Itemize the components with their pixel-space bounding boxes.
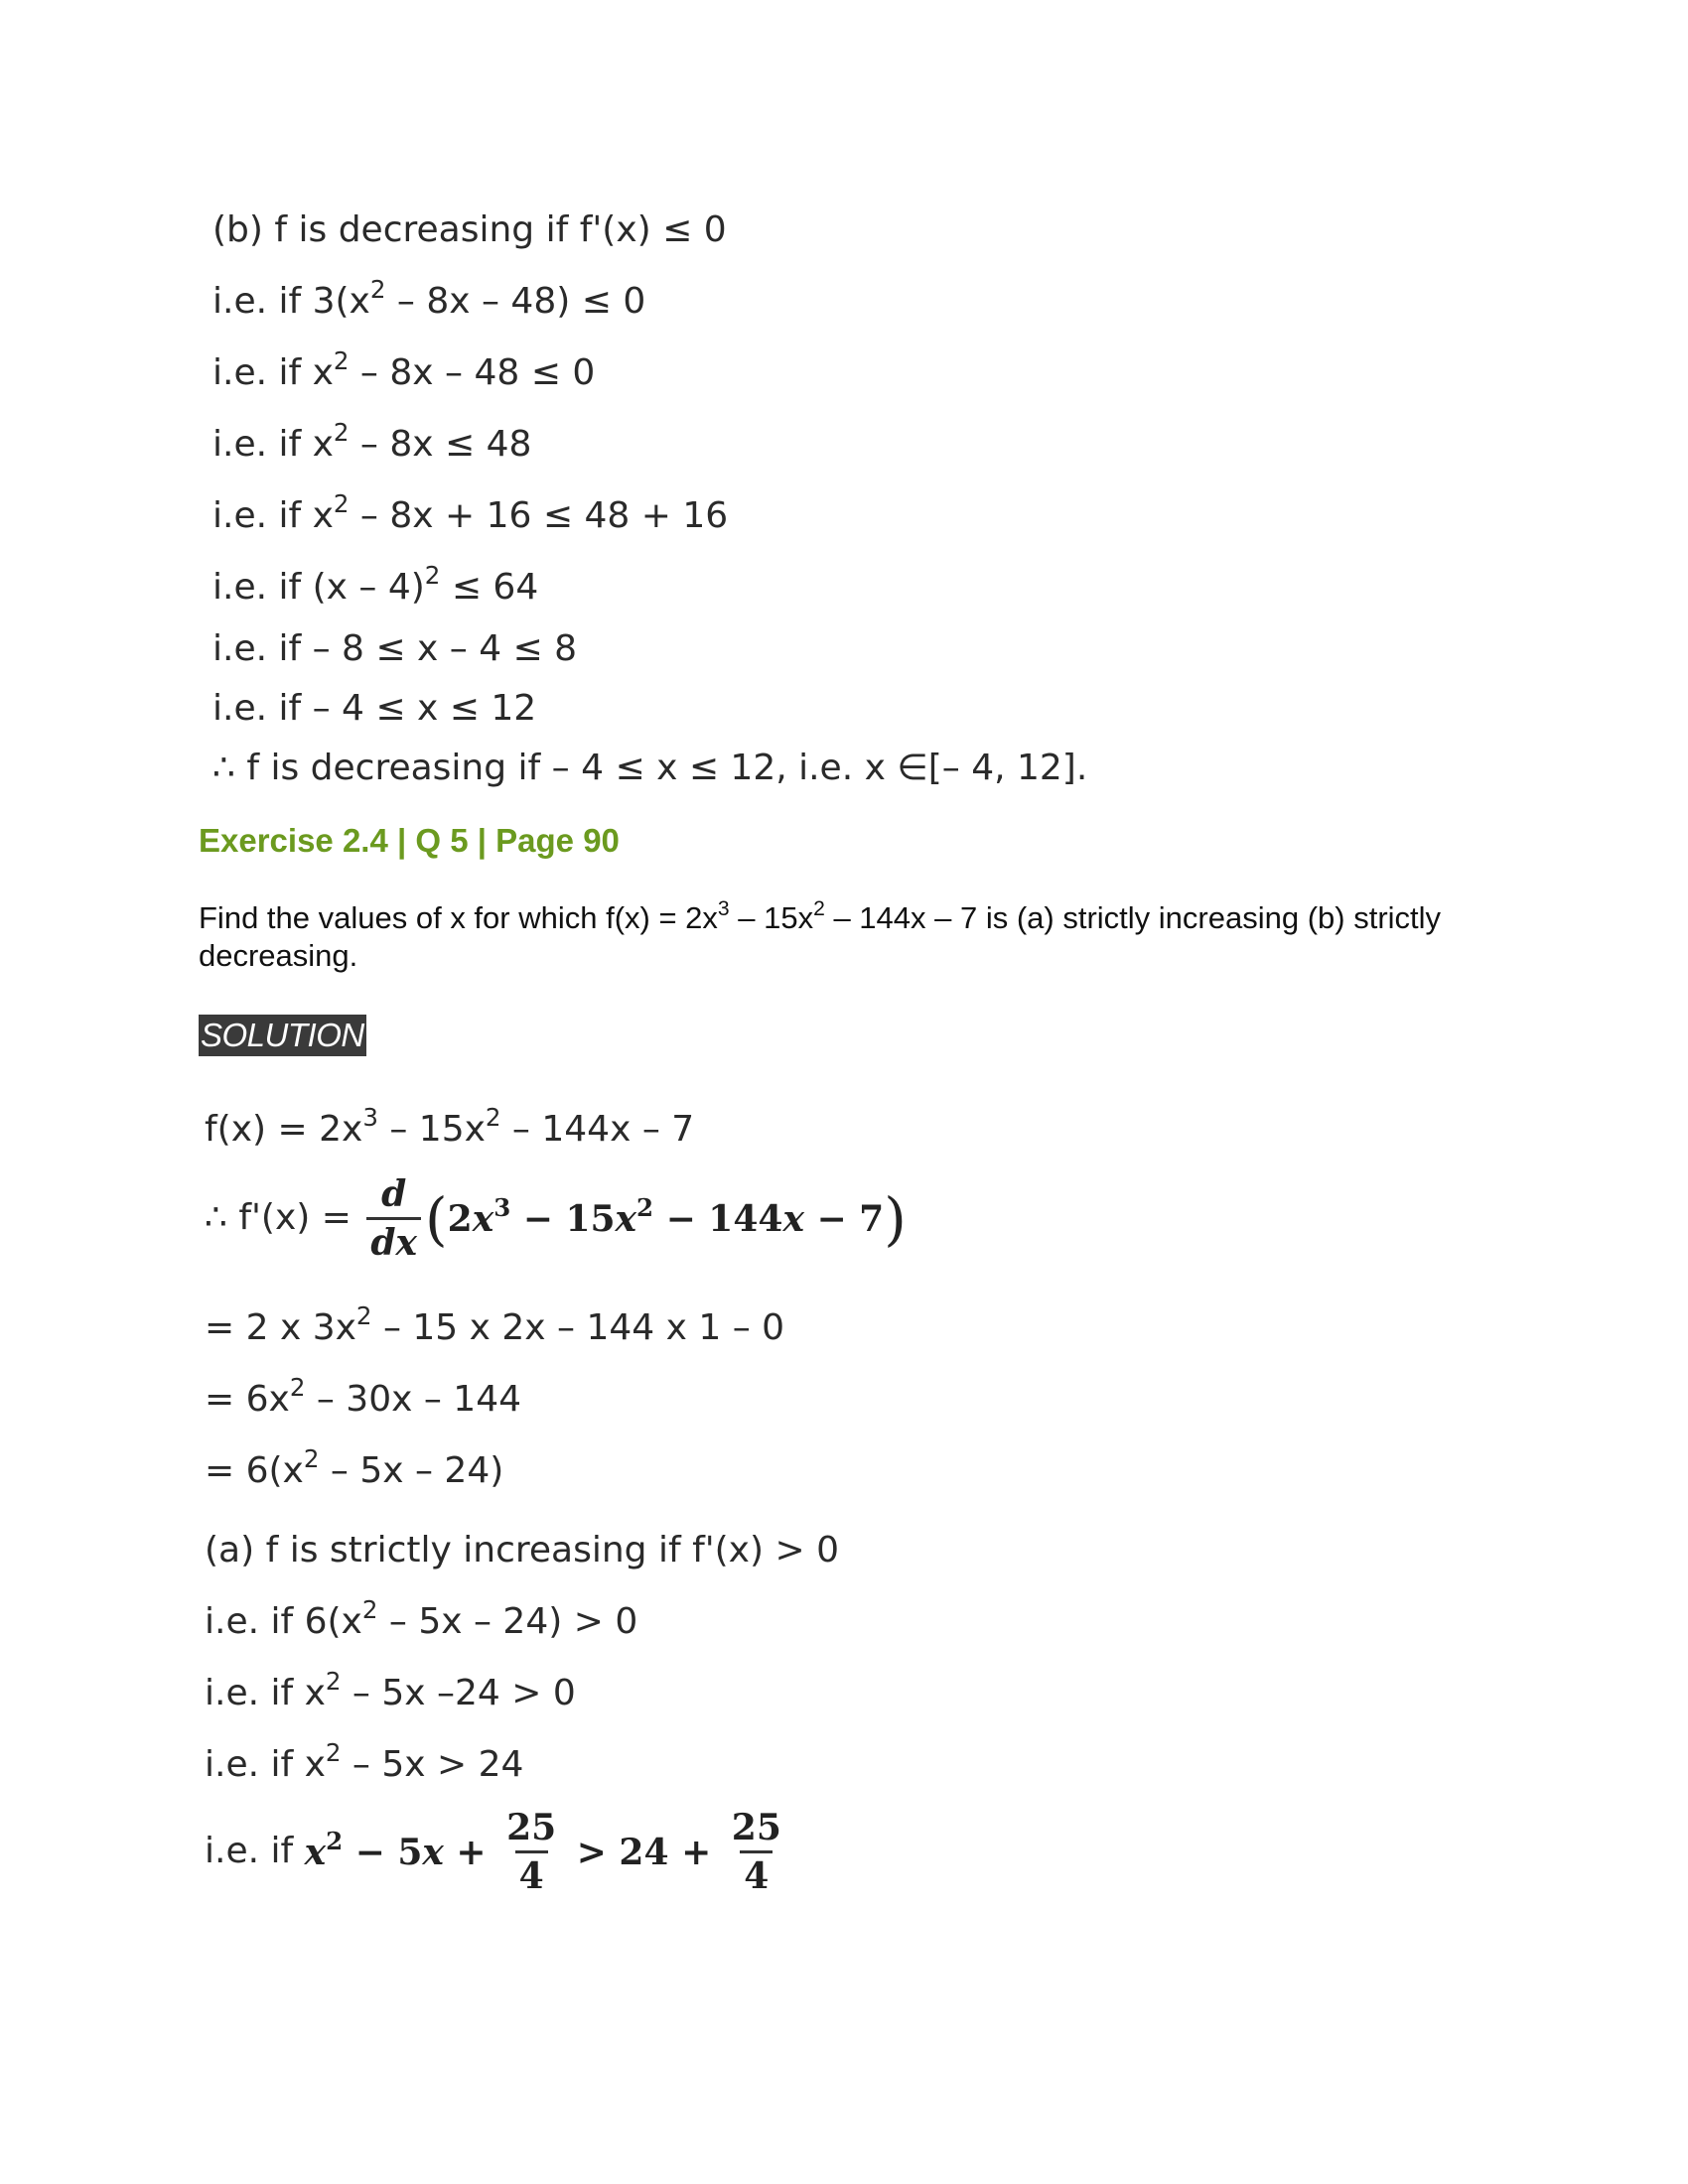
solution-line-9 bbox=[205, 1737, 524, 1787]
text: Find the values of x for which f(x) = 2x bbox=[199, 900, 718, 935]
derivative-expression bbox=[362, 1173, 907, 1264]
text: – 15 x 2x – 144 x 1 – 0 bbox=[371, 1307, 785, 1348]
solution-line-3 bbox=[205, 1300, 785, 1350]
part-b-line-8 bbox=[212, 687, 536, 731]
exponent: 2 bbox=[636, 1192, 654, 1222]
fraction-25-over-4 bbox=[728, 1807, 785, 1897]
exponent: 2 bbox=[813, 896, 825, 920]
solution-line-6 bbox=[205, 1529, 839, 1572]
solution-derivative-line bbox=[205, 1173, 907, 1264]
text: = 6(x bbox=[205, 1450, 304, 1491]
text: – 144x – 7 is (a) strictly increasing (b) strictly decreasing. bbox=[199, 900, 1442, 973]
text: – 5x – 24) bbox=[319, 1450, 504, 1491]
text: − 7 bbox=[803, 1197, 885, 1240]
part-b-line-6 bbox=[212, 560, 539, 610]
text: f(x) = 2x bbox=[205, 1109, 363, 1150]
text: – 15x bbox=[377, 1109, 486, 1150]
text: – 5x > 24 bbox=[341, 1744, 524, 1785]
text: – 5x – 24) > 0 bbox=[377, 1601, 638, 1642]
text: – 8x + 16 ≤ 48 + 16 bbox=[349, 495, 729, 536]
solution-line-8 bbox=[205, 1666, 576, 1715]
exponent: 2 bbox=[333, 345, 350, 375]
text: – 30x – 144 bbox=[305, 1379, 522, 1420]
exponent: 2 bbox=[355, 1300, 372, 1330]
text: i.e. if x bbox=[212, 352, 334, 393]
text: – 15x bbox=[729, 900, 814, 935]
part-b-line-7 bbox=[212, 627, 577, 671]
text: ∴ f'(x) = bbox=[205, 1197, 363, 1238]
exponent: 2 bbox=[485, 1102, 501, 1132]
text: i.e. if x bbox=[205, 1744, 326, 1785]
text: ∴ f is decreasing if – 4 ≤ x ≤ 12, i.e. x ∈[– 4, 12]. bbox=[212, 748, 1088, 788]
exercise-heading[interactable]: Exercise 2.4 | Q 5 | Page 90 bbox=[199, 822, 620, 859]
variable: x bbox=[472, 1197, 494, 1240]
solution-line-5 bbox=[205, 1443, 504, 1493]
exponent: 2 bbox=[424, 560, 441, 590]
text: + bbox=[443, 1831, 499, 1873]
text: i.e. if 3(x bbox=[212, 281, 370, 322]
text: – 144x – 7 bbox=[500, 1109, 695, 1150]
variable: x bbox=[615, 1197, 637, 1240]
exponent: 2 bbox=[333, 417, 350, 447]
fraction-numerator: d bbox=[381, 1173, 407, 1215]
exponent: 2 bbox=[325, 1666, 342, 1696]
text: i.e. if (x – 4) bbox=[212, 567, 425, 608]
text: ≤ 64 bbox=[440, 567, 539, 608]
exponent: 3 bbox=[493, 1192, 511, 1222]
part-b-line-3 bbox=[212, 345, 596, 395]
text: i.e. if bbox=[205, 1831, 305, 1871]
exponent: 3 bbox=[717, 896, 730, 920]
fraction-25-over-4 bbox=[502, 1807, 560, 1897]
text: i.e. if x bbox=[212, 424, 334, 465]
solution-line-4 bbox=[205, 1372, 522, 1422]
fraction-denominator: 4 bbox=[740, 1850, 773, 1897]
text: i.e. if x bbox=[212, 495, 334, 536]
exponent: 2 bbox=[303, 1443, 320, 1473]
exponent: 3 bbox=[362, 1102, 378, 1132]
text: – 8x – 48) ≤ 0 bbox=[385, 281, 646, 322]
solution-line-1 bbox=[205, 1102, 695, 1152]
part-b-line-5 bbox=[212, 488, 729, 538]
fraction-denominator: dx bbox=[366, 1217, 421, 1264]
exponent: 2 bbox=[289, 1372, 306, 1402]
open-paren: ( bbox=[425, 1184, 448, 1253]
exponent: 2 bbox=[326, 1826, 344, 1855]
part-b-line-4 bbox=[212, 417, 532, 467]
text: – 8x – 48 ≤ 0 bbox=[349, 352, 596, 393]
text: i.e. if – 4 ≤ x ≤ 12 bbox=[212, 688, 537, 729]
text: i.e. if – 8 ≤ x – 4 ≤ 8 bbox=[212, 628, 578, 669]
text: 2 bbox=[447, 1197, 473, 1240]
text: − 144 bbox=[653, 1197, 783, 1240]
variable: x bbox=[782, 1197, 804, 1240]
exponent: 2 bbox=[325, 1737, 342, 1767]
exponent: 2 bbox=[361, 1594, 378, 1624]
fraction-numerator: 25 bbox=[731, 1807, 781, 1848]
completing-square-expression bbox=[304, 1807, 789, 1897]
text: (a) f is strictly increasing if f'(x) > 0 bbox=[205, 1530, 839, 1570]
text: − 15 bbox=[510, 1197, 616, 1240]
d-dx-fraction bbox=[366, 1173, 421, 1264]
solution-line-10 bbox=[205, 1807, 789, 1897]
part-b-line-1 bbox=[212, 208, 727, 252]
text: – 8x ≤ 48 bbox=[349, 424, 532, 465]
text: = 6x bbox=[205, 1379, 290, 1420]
solution-label[interactable]: SOLUTION bbox=[199, 1015, 366, 1056]
part-b-line-2 bbox=[212, 274, 646, 324]
fraction-numerator: 25 bbox=[506, 1807, 557, 1848]
text: − 5 bbox=[343, 1831, 423, 1873]
fraction-denominator: 4 bbox=[515, 1850, 548, 1897]
solution-line-7 bbox=[205, 1594, 638, 1644]
text: i.e. if x bbox=[205, 1673, 326, 1713]
text: – 5x –24 > 0 bbox=[341, 1673, 576, 1713]
text: (b) f is decreasing if f'(x) ≤ 0 bbox=[212, 209, 727, 250]
text: i.e. if 6(x bbox=[205, 1601, 362, 1642]
variable: x bbox=[422, 1831, 444, 1873]
variable: x bbox=[304, 1831, 327, 1873]
text: = 2 x 3x bbox=[205, 1307, 356, 1348]
close-paren: ) bbox=[884, 1184, 907, 1253]
exponent: 2 bbox=[369, 274, 386, 304]
question-text bbox=[199, 896, 1489, 975]
exponent: 2 bbox=[333, 488, 350, 518]
part-b-conclusion bbox=[212, 747, 1087, 790]
text: > 24 + bbox=[564, 1831, 724, 1873]
